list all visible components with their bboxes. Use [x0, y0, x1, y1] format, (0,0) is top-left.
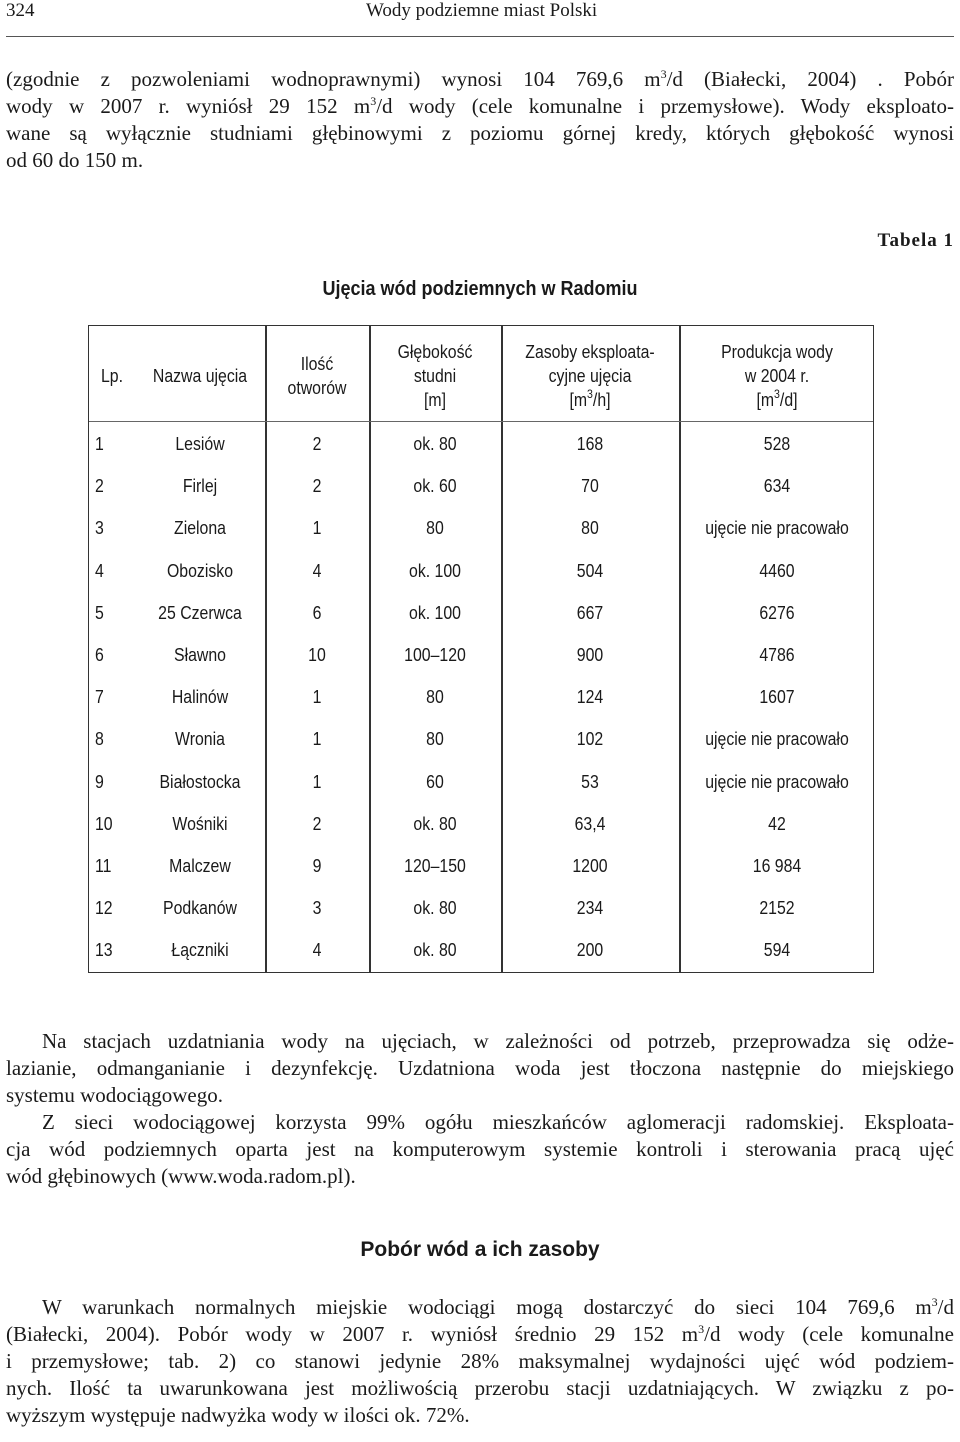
cell-wells: 2 [312, 434, 322, 454]
cell-resources: 102 [576, 729, 604, 750]
cell-lp: 7 [95, 687, 104, 708]
intro-paragraph [6, 66, 954, 174]
cell-wells: 1 [312, 729, 322, 750]
cell-wells: 10 [308, 645, 326, 665]
cell-depth: ok. 80 [413, 434, 457, 454]
header-line: cyjne ujęcia [548, 366, 632, 386]
cell-depth: ok. 80 [413, 813, 457, 834]
header-resources [512, 340, 669, 412]
cell-lp: 4 [95, 560, 104, 581]
header-line: Zasoby eksploata- [525, 342, 655, 362]
text-line: W warunkach normalnych miejskie wodociągi mogą dostarczyć do sieci 104 769,6 $m^3/d$ [42, 1295, 954, 1319]
cell-name: Halinów [171, 687, 229, 708]
cell-depth: 80 [426, 687, 444, 708]
cell-depth: 80 [426, 729, 444, 750]
text-line: i przemysłowe; tab. 2) co stanowi jedynie 28% maksymalnej wydajności ujęć wód podziem- [6, 1349, 954, 1373]
cell-production: 16 984 [752, 856, 802, 876]
cell-wells: 2 [312, 476, 322, 497]
cell-wells: 4 [312, 940, 322, 961]
text-line: systemu wodociągowego. [6, 1083, 223, 1107]
cell-depth: 100–120 [404, 645, 466, 665]
page-number: 324 [6, 0, 35, 21]
cell-lp: 12 [95, 898, 113, 919]
cell-production: ujęcie nie pracowało [705, 518, 849, 539]
cell-lp: 11 [95, 856, 112, 876]
text-line: wane są wyłącznie studniami głębinowymi z poziomu górnej kredy, których głębokość wynosi [6, 121, 954, 145]
header-production [691, 340, 863, 412]
running-head [6, 0, 954, 36]
header-line: Ilość [300, 354, 334, 374]
cell-production: 4460 [759, 560, 795, 581]
cell-resources: 1200 [572, 856, 608, 876]
cell-wells: 1 [312, 687, 322, 708]
cell-depth: 60 [426, 771, 444, 792]
header-line: Głębokość [397, 342, 473, 362]
resources-paragraph [6, 1294, 954, 1429]
section-heading: Pobór wód a ich zasoby [360, 1238, 600, 1261]
cell-resources: 900 [576, 645, 604, 665]
cell-resources: 124 [576, 687, 604, 708]
cell-name: Łączniki [171, 940, 229, 961]
table-label: Tabela 1 [877, 230, 954, 251]
cell-name: Firlej [182, 476, 218, 497]
cell-resources: 70 [581, 476, 599, 497]
cell-production: 4786 [759, 645, 795, 665]
cell-lp: 8 [95, 729, 104, 750]
cell-production: ujęcie nie pracowało [705, 771, 849, 792]
cell-resources: 53 [581, 771, 599, 792]
cell-name: Podkanów [163, 898, 237, 919]
cell-lp: 9 [95, 771, 104, 792]
column-rule [501, 326, 503, 972]
cell-lp: 13 [95, 940, 113, 961]
cell-lp: 2 [95, 476, 104, 497]
column-rule [265, 326, 267, 972]
text-line: lazianie, odmanganianie i dezynfekcję. Uzdatniona woda jest tłoczona następnie do miejskiego [6, 1056, 954, 1080]
cell-depth: 120–150 [404, 856, 466, 876]
header-line: $[m^3/d]$ [756, 387, 798, 410]
cell-name: Wośniki [172, 813, 228, 834]
cell-production: 594 [763, 940, 791, 961]
header-line: Produkcja wody [721, 342, 833, 362]
header-line: [m] [424, 390, 446, 410]
cell-depth: ok. 60 [413, 476, 457, 497]
cell-name: Białostocka [159, 771, 241, 792]
text-line: (Białecki, 2004). Pobór wody w 2007 r. wyniósł średnio 29 152 $m^3/d$ wody (cele komunalne [6, 1322, 954, 1346]
cell-wells: 1 [312, 518, 322, 539]
text-line: wody w 2007 r. wyniósł 29 152 $m^3/d$ wody (cele komunalne i przemysłowe). Wody eksploato- [6, 94, 954, 118]
cell-resources: 168 [576, 434, 604, 454]
header-rule [6, 36, 954, 37]
header-lp: Lp. [100, 366, 124, 386]
cell-name: Lesiów [175, 434, 225, 454]
cell-production: 528 [763, 434, 791, 454]
cell-depth: 80 [426, 518, 444, 539]
cell-lp: 1 [95, 434, 104, 454]
text-line: Na stacjach uzdatniania wody na ujęciach, w zależności od potrzeb, przeprowadza się odże- [42, 1029, 954, 1053]
column-rule [369, 326, 371, 972]
cell-production: 2152 [759, 898, 795, 919]
wells-table [88, 325, 874, 973]
cell-name: Zielona [174, 518, 226, 539]
cell-name: Wronia [175, 729, 225, 750]
text-line: Z sieci wodociągowej korzysta 99% ogółu mieszkańców aglomeracji radomskiej. Eksploata- [42, 1110, 954, 1134]
cell-lp: 5 [95, 602, 104, 623]
text-line: cja wód podziemnych oparta jest na komputerowym systemie kontroli i sterowania pracą ujęć [6, 1137, 954, 1161]
cell-resources: 667 [576, 602, 604, 623]
text-line: od 60 do 150 m. [6, 148, 144, 172]
cell-resources: 234 [576, 898, 604, 919]
header-line: studni [413, 366, 457, 386]
cell-resources: 80 [581, 518, 599, 539]
cell-depth: ok. 100 [409, 560, 461, 581]
cell-lp: 3 [95, 518, 104, 539]
cell-production: 1607 [759, 687, 795, 708]
text-line: nych. Ilość ta uwarunkowana jest możliwością przerobu stacji uzdatniających. W związku z po- [6, 1376, 954, 1400]
cell-wells: 4 [312, 560, 322, 581]
cell-depth: ok. 100 [409, 602, 461, 623]
cell-resources: 200 [576, 940, 604, 961]
treatment-paragraph [6, 1028, 954, 1190]
cell-wells: 3 [312, 898, 322, 919]
text-line: wyższym występuje nadwyżka wody w ilości ok. 72%. [6, 1403, 470, 1427]
cell-depth: ok. 80 [413, 898, 457, 919]
cell-production: ujęcie nie pracowało [705, 729, 849, 750]
header-line: $[m^3/h]$ [569, 387, 611, 410]
cell-wells: 6 [312, 602, 322, 623]
cell-name: Sławno [174, 645, 226, 665]
header-wells [271, 352, 363, 400]
cell-name: Malczew [169, 856, 231, 876]
cell-production: 42 [768, 813, 786, 834]
text-line: (zgodnie z pozwoleniami wodnoprawnymi) wynosi 104 769,6 $m^3/d$ (Białecki, 2004) . Pobór [6, 67, 954, 91]
header-line: w 2004 r. [744, 366, 810, 386]
cell-depth: ok. 80 [413, 940, 457, 961]
cell-lp: 10 [95, 813, 113, 834]
cell-resources: 504 [576, 560, 604, 581]
table-title: Ujęcia wód podziemnych w Radomiu [322, 278, 638, 300]
cell-production: 634 [763, 476, 791, 497]
cell-name: 25 Czerwca [158, 602, 242, 623]
running-title: Wody podziemne miast Polski [366, 0, 598, 21]
cell-resources: 63,4 [574, 813, 606, 834]
header-line: otworów [287, 378, 347, 398]
cell-wells: 1 [312, 771, 322, 792]
cell-wells: 2 [312, 813, 322, 834]
header-name: Nazwa ujęcia [152, 366, 248, 386]
cell-wells: 9 [312, 856, 322, 876]
header-depth [377, 340, 493, 412]
cell-lp: 6 [95, 645, 104, 665]
cell-name: Obozisko [166, 560, 234, 581]
column-rule [679, 326, 681, 972]
cell-production: 6276 [759, 602, 795, 623]
header-rule [89, 421, 873, 422]
text-line: wód głębinowych (www.woda.radom.pl). [6, 1164, 356, 1188]
